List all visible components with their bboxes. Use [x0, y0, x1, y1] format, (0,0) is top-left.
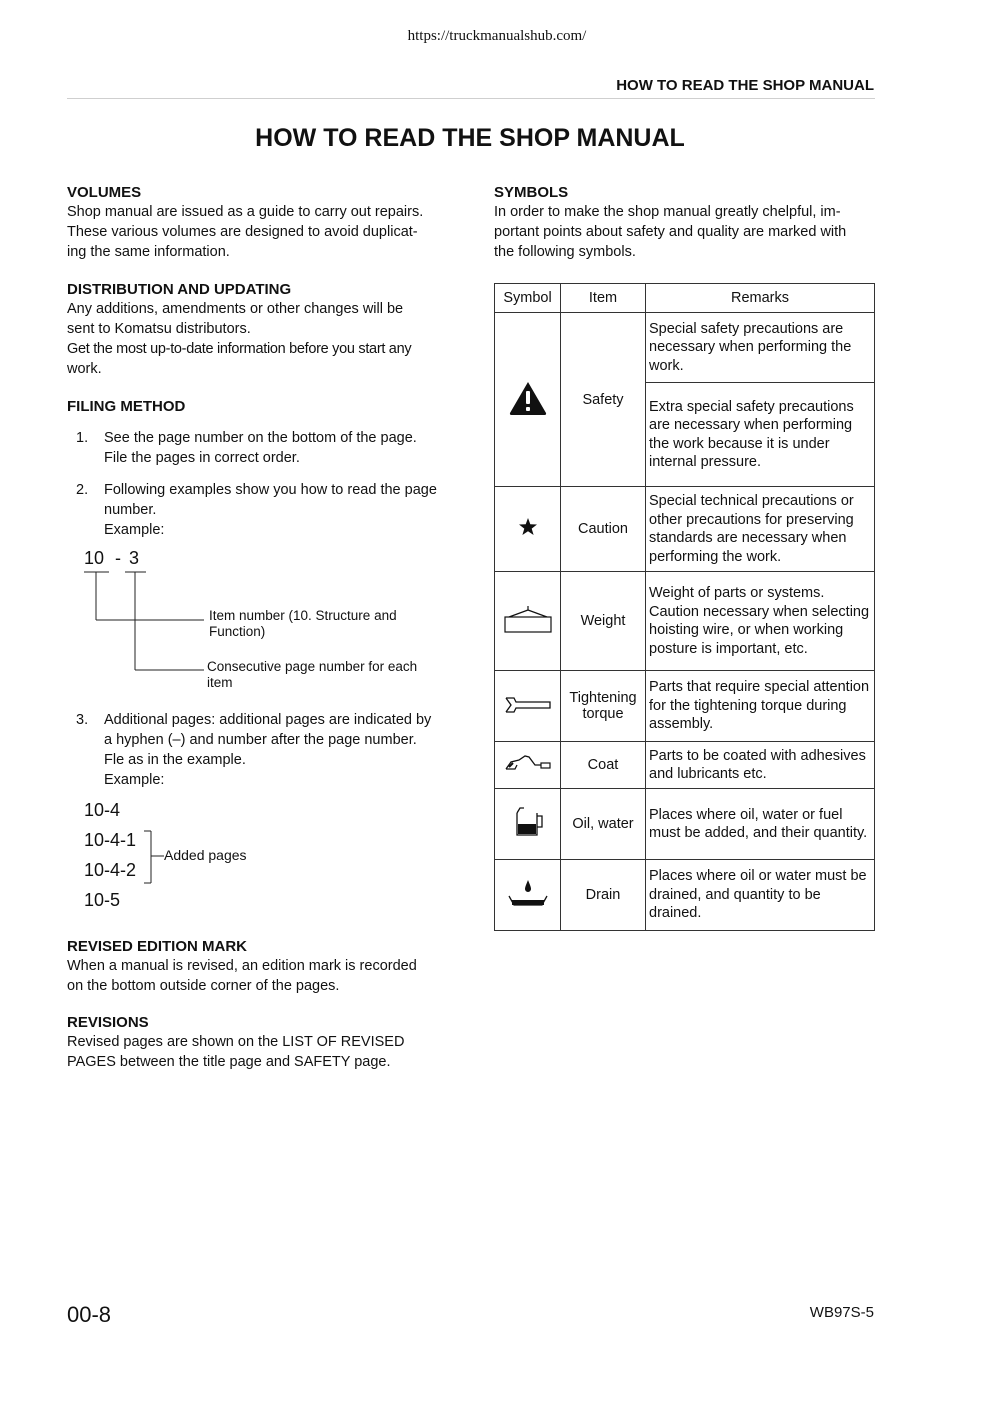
added-pages-label: Added pages — [164, 847, 247, 863]
item-line: Example: — [104, 772, 165, 788]
item-line: torque — [582, 706, 624, 722]
added-pages-example — [84, 800, 384, 920]
item-cell: Coat — [561, 742, 646, 789]
source-url: https://truckmanualshub.com/ — [407, 28, 587, 44]
page-number: 00-8 — [67, 1302, 112, 1327]
weight-icon — [495, 572, 561, 671]
remarks-cell: Special safety precautions are necessary when performing the work. — [646, 313, 875, 383]
remarks-cell: Places where oil, water or fuel must be added, and their quantity. — [646, 789, 875, 860]
item-cell: Safety — [561, 313, 646, 487]
volumes-text — [67, 202, 462, 262]
item-number-label — [209, 608, 397, 639]
revisions-line: Revised pages are shown on the LIST OF REVISED — [67, 1034, 405, 1050]
revised-section — [67, 938, 462, 996]
revised-line: on the bottom outside corner of the pages. — [67, 978, 340, 994]
item-line: See the page number on the bottom of the page. — [104, 430, 417, 446]
running-header: HOW TO READ THE SHOP MANUAL — [616, 77, 874, 94]
table-row — [495, 789, 875, 860]
revised-text — [67, 956, 462, 996]
item-number: 2. — [76, 482, 89, 498]
table-row — [495, 671, 875, 742]
table-header-row — [495, 284, 875, 313]
revisions-line: PAGES between the title page and SAFETY page. — [67, 1054, 391, 1070]
remarks-cell: Places where oil or water must be drained, and quantity to be drained. — [646, 860, 875, 931]
distribution-line: work. — [67, 361, 102, 377]
column-header: Symbol — [495, 284, 561, 313]
coat-tube-icon — [495, 742, 561, 789]
label-line: Consecutive page number for each — [207, 659, 418, 674]
symbols-line: the following symbols. — [494, 244, 636, 260]
consecutive-page-label — [207, 659, 417, 690]
remarks-cell: Weight of parts or systems. Caution necessary when selecting hoisting wire, or when working posture is important, etc. — [646, 572, 875, 671]
volumes-line: These various volumes are designed to avoid duplicat- — [67, 224, 418, 240]
filing-heading: FILING METHOD — [67, 398, 186, 415]
remarks-cell: Extra special safety precautions are necessary when performing the work because it is under internal pressure. — [646, 383, 875, 487]
column-header: Item — [561, 284, 646, 313]
table-row — [495, 313, 875, 383]
item-number: 1. — [76, 430, 89, 446]
item-line: Example: — [104, 522, 165, 538]
table-row — [495, 742, 875, 789]
diagram-first-number: 10 — [84, 548, 105, 568]
symbols-line: portant points about safety and quality are marked with — [494, 224, 847, 240]
model-code: WB97S-5 — [809, 1304, 874, 1321]
left-column — [67, 184, 462, 262]
distribution-line: Get the most up-to-date information before you start any — [67, 341, 412, 357]
revised-heading: REVISED EDITION MARK — [67, 938, 248, 955]
table-row — [495, 487, 875, 572]
item-cell: Oil, water — [561, 789, 646, 860]
item-cell: Caution — [561, 487, 646, 572]
distribution-text — [67, 299, 462, 379]
page-example: 10-5 — [84, 890, 121, 910]
item-line: a hyphen (–) and number after the page number. — [104, 732, 417, 748]
volumes-heading: VOLUMES — [67, 184, 142, 201]
revisions-text — [67, 1032, 462, 1072]
distribution-line: sent to Komatsu distributors. — [67, 321, 251, 337]
revised-line: When a manual is revised, an edition mark is recorded — [67, 958, 417, 974]
filing-item-3 — [76, 710, 466, 794]
remarks-cell: Special technical precautions or other precautions for preserving standards are necessary when performing the work. — [646, 487, 875, 572]
wrench-icon — [495, 671, 561, 742]
volumes-line: Shop manual are issued as a guide to carry out repairs. — [67, 204, 424, 220]
filing-item-2 — [76, 480, 466, 544]
diagram-dash: - — [115, 548, 121, 568]
symbols-section — [494, 184, 879, 262]
distribution-section — [67, 281, 462, 379]
remarks-cell: Parts that require special attention for the tightening torque during assembly. — [646, 671, 875, 742]
item-cell: Weight — [561, 572, 646, 671]
item-number: 3. — [76, 712, 89, 728]
filing-section — [67, 398, 462, 918]
page-example: 10-4-1 — [84, 830, 137, 850]
header-rule — [67, 98, 875, 99]
diagram-second-number: 3 — [129, 548, 140, 568]
table-row — [495, 572, 875, 671]
revisions-section — [67, 1014, 462, 1072]
item-line: Tightening — [569, 690, 637, 706]
item-line: Additional pages: additional pages are indicated by — [104, 712, 432, 728]
label-line: Item number (10. Structure and — [209, 608, 397, 623]
item-line: File the pages in correct order. — [104, 450, 300, 466]
distribution-heading: DISTRIBUTION AND UPDATING — [67, 281, 292, 298]
symbols-table — [494, 283, 875, 931]
page-example: 10-4 — [84, 800, 121, 820]
drain-icon — [495, 860, 561, 931]
revisions-heading: REVISIONS — [67, 1014, 149, 1031]
volumes-line: ing the same information. — [67, 244, 230, 260]
page-number-diagram — [84, 548, 464, 698]
label-line: item — [207, 674, 233, 690]
item-line: number. — [104, 502, 157, 518]
table-row — [495, 860, 875, 931]
symbols-text — [494, 202, 879, 262]
distribution-line: Any additions, amendments or other changes will be — [67, 301, 404, 317]
filing-item-1 — [76, 428, 466, 472]
column-header: Remarks — [646, 284, 875, 313]
symbols-heading: SYMBOLS — [494, 184, 569, 201]
symbols-line: In order to make the shop manual greatly chelpful, im- — [494, 204, 841, 220]
remarks-cell: Parts to be coated with adhesives and lubricants etc. — [646, 742, 875, 789]
item-cell — [561, 671, 646, 742]
star-icon — [495, 487, 561, 572]
page-example: 10-4-2 — [84, 860, 137, 880]
item-line: Fle as in the example. — [104, 752, 246, 768]
oil-can-icon — [495, 789, 561, 860]
page-title: HOW TO READ THE SHOP MANUAL — [255, 124, 685, 152]
label-line: Function) — [209, 623, 266, 639]
item-cell: Drain — [561, 860, 646, 931]
item-line: Following examples show you how to read the page — [104, 482, 437, 498]
warning-triangle-icon — [495, 313, 561, 487]
